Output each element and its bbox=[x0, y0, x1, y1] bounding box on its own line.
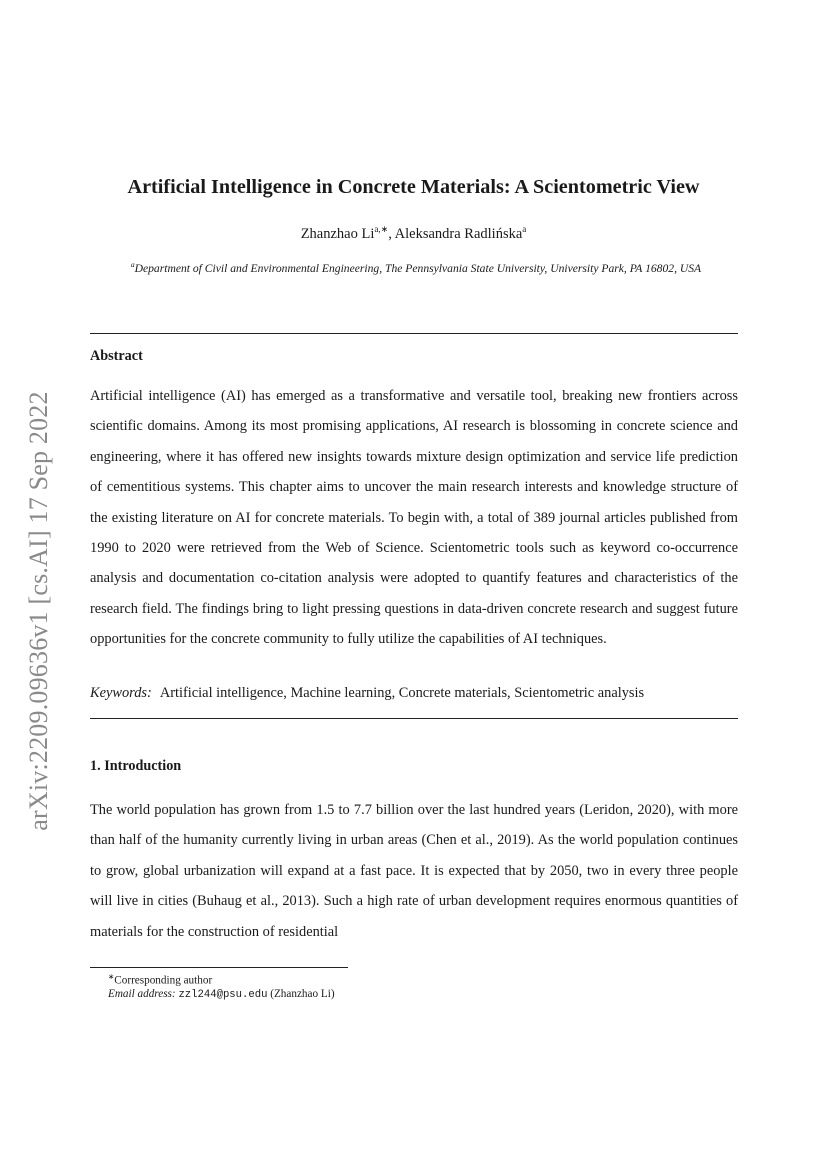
email-address[interactable]: zzl244@psu.edu bbox=[178, 989, 268, 1001]
abstract-top-rule bbox=[90, 333, 738, 334]
author-separator: , bbox=[388, 225, 395, 242]
footnote-corresponding bbox=[108, 972, 212, 987]
keywords-text: Artificial intelligence, Machine learning, Concrete materials, Scientometric analysis bbox=[159, 685, 645, 701]
footnote-mark: ∗ bbox=[108, 972, 115, 981]
keywords-label: Keywords: bbox=[90, 685, 152, 701]
author-name: Aleksandra Radlińska bbox=[394, 225, 523, 242]
footnote-email bbox=[108, 988, 335, 1001]
introduction-body: The world population has grown from 1.5 to 7.7 billion over the last hundred years (Leridon, 2020), with more than half of the humanity currently living in urban areas (Chen et al., 2019). As the world population continues to grow, global urbanization will expand at a fast pace. It is expected that by 2050, two in every three people will live in cities (Buhaug et al., 2013). Such a high rate of urban development requires enormous quantities of materials for the construction of residential bbox=[90, 802, 738, 940]
affiliation bbox=[96, 257, 736, 276]
author-affil-mark: a,∗ bbox=[374, 224, 389, 234]
author-name: Zhanzhao Li bbox=[300, 225, 375, 242]
author-list bbox=[0, 224, 827, 243]
footnote-rule bbox=[90, 967, 348, 968]
abstract-heading: Abstract bbox=[90, 348, 143, 364]
keywords bbox=[90, 685, 738, 702]
affiliation-mark: a bbox=[130, 260, 135, 269]
abstract-bottom-rule bbox=[90, 718, 738, 719]
footnote-corresponding-text: Corresponding author bbox=[114, 974, 213, 987]
email-label: Email address: bbox=[108, 988, 176, 1000]
paper-title: Artificial Intelligence in Concrete Materials: A Scientometric View bbox=[127, 176, 700, 198]
arxiv-id: arXiv:2209.09636v1 [cs.AI] 17 Sep 2022 bbox=[24, 391, 53, 831]
author-affil-mark: a bbox=[522, 224, 527, 234]
abstract-body: Artificial intelligence (AI) has emerged as a transformative and versatile tool, breaking new frontiers across scientific domains. Among its most promising applications, AI research is blossoming in concrete science and engineering, where it has offered new insights towards mixture design optimization and service life prediction of cementitious systems. This chapter aims to uncover the main research interests and knowledge structure of the existing literature on AI for concrete materials. To begin with, a total of 389 journal articles published from 1990 to 2020 were retrieved from the Web of Science. Scientometric tools such as keyword co-occurrence analysis and documentation co-citation analysis were adopted to quantify features and characteristics of the research field. The findings bring to light pressing questions in data-driven concrete research and suggest future opportunities for the concrete community to fully utilize the capabilities of AI techniques. bbox=[90, 388, 738, 648]
arxiv-stamp bbox=[16, 372, 62, 850]
introduction-heading: 1. Introduction bbox=[90, 758, 182, 774]
email-owner: (Zhanzhao Li) bbox=[270, 988, 335, 1000]
affiliation-text: Department of Civil and Environmental Engineering, The Pennsylvania State University, University Park, PA 16802, USA bbox=[134, 261, 702, 275]
